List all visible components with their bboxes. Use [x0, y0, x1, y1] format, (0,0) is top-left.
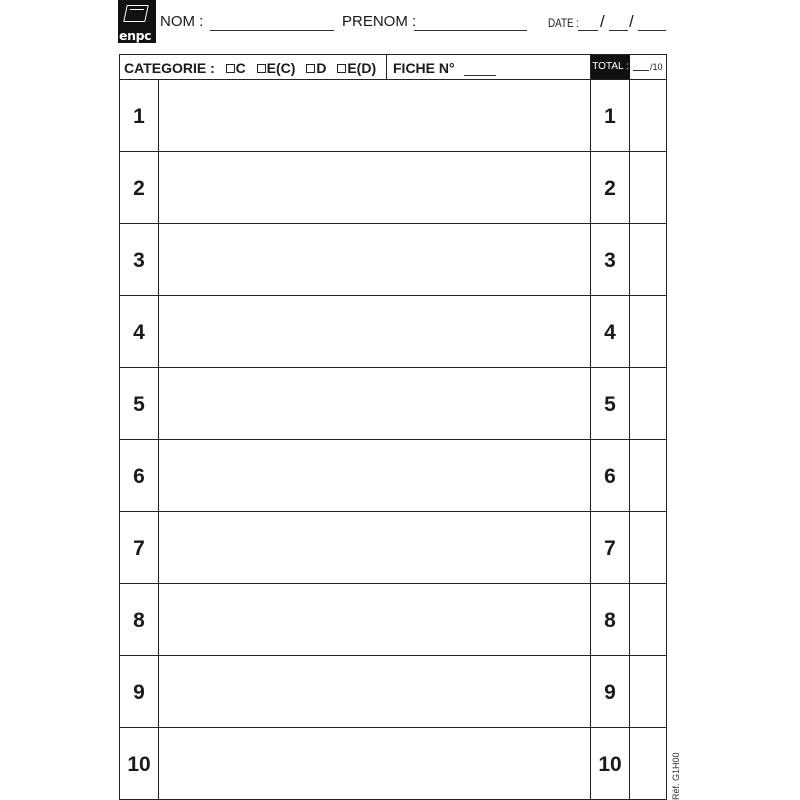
date-separator: /: [600, 12, 605, 31]
category-row: [124, 60, 376, 76]
row-divider: [120, 511, 666, 512]
date-day-field[interactable]: [578, 30, 598, 31]
question-number: 1: [133, 105, 145, 128]
checkbox-icon[interactable]: [337, 64, 346, 73]
logo-page-icon: [123, 5, 149, 22]
question-number: 2: [604, 177, 616, 200]
question-number: 9: [133, 681, 145, 704]
total-score[interactable]: /10: [633, 62, 663, 72]
divider: [386, 55, 387, 79]
logo-text: enpc: [119, 27, 152, 43]
question-number: 7: [604, 537, 616, 560]
row-divider: [120, 151, 666, 152]
fiche-label: FICHE N°: [393, 60, 455, 76]
nom-field[interactable]: [210, 30, 334, 31]
categorie-label: CATEGORIE :: [124, 60, 215, 76]
prenom-label: PRENOM :: [342, 13, 417, 30]
date-separator: /: [629, 12, 634, 31]
checkbox-icon[interactable]: [257, 64, 266, 73]
row-divider: [120, 367, 666, 368]
row-divider: [120, 655, 666, 656]
answer-sheet: [119, 54, 667, 800]
row-divider: [120, 295, 666, 296]
fiche-number-field[interactable]: [464, 75, 496, 76]
question-number: 10: [598, 753, 622, 776]
category-option-ed[interactable]: E(D): [337, 60, 376, 76]
checkbox-icon[interactable]: [226, 64, 235, 73]
date-year-field[interactable]: [638, 30, 666, 31]
question-number: 3: [604, 249, 616, 272]
category-option-d[interactable]: D: [306, 60, 326, 76]
question-number: 1: [604, 105, 616, 128]
question-number: 9: [604, 681, 616, 704]
enpc-logo: [118, 0, 156, 43]
question-number: 3: [133, 249, 145, 272]
checkbox-icon[interactable]: [306, 64, 315, 73]
question-number: 6: [604, 465, 616, 488]
prenom-field[interactable]: [414, 30, 527, 31]
row-divider: [120, 223, 666, 224]
total-label: TOTAL :: [591, 55, 630, 79]
question-number: 8: [133, 609, 145, 632]
row-divider: [120, 727, 666, 728]
question-number: 5: [133, 393, 145, 416]
row-divider: [120, 439, 666, 440]
divider: [120, 79, 666, 80]
question-number: 10: [127, 753, 151, 776]
question-number: 7: [133, 537, 145, 560]
category-option-c[interactable]: C: [226, 60, 246, 76]
question-number: 5: [604, 393, 616, 416]
question-number: 2: [133, 177, 145, 200]
question-number: 4: [604, 321, 616, 344]
reference-code: Réf. G1H00: [671, 752, 681, 800]
row-divider: [120, 583, 666, 584]
date-label: DATE :: [548, 16, 579, 30]
nom-label: NOM :: [160, 13, 204, 30]
question-number: 8: [604, 609, 616, 632]
total-score-field[interactable]: [633, 70, 649, 71]
date-month-field[interactable]: [609, 30, 628, 31]
category-option-ec[interactable]: E(C): [257, 60, 296, 76]
question-number: 4: [133, 321, 145, 344]
question-number: 6: [133, 465, 145, 488]
